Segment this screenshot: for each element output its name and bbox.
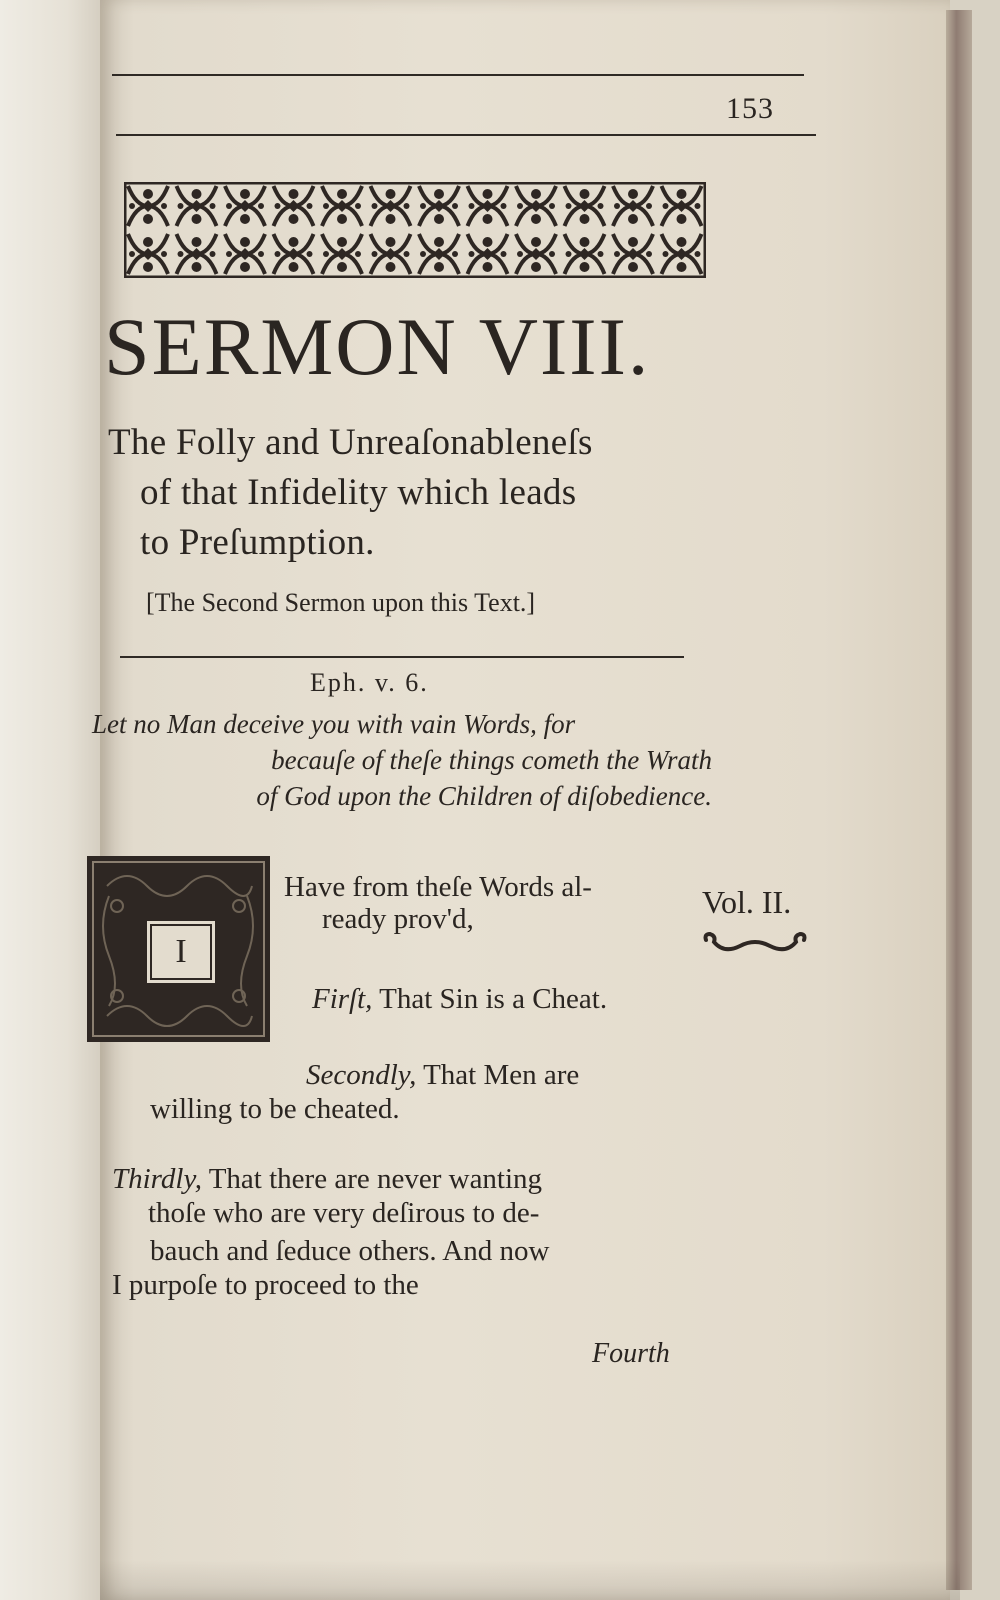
page-block-edge bbox=[946, 10, 972, 1590]
section-rule bbox=[120, 656, 684, 658]
body-line: ready prov'd, bbox=[322, 903, 474, 935]
sermon-subtitle bbox=[108, 418, 708, 568]
verse-line: of God upon the Children of diſobedience. bbox=[256, 781, 712, 811]
body-line-third bbox=[112, 1162, 542, 1196]
first-label: Firſt, bbox=[312, 983, 373, 1015]
body-line-first bbox=[312, 982, 607, 1016]
verse-line: becauſe of theſe things cometh the Wrath bbox=[271, 745, 712, 775]
subtitle-line: The Folly and Unreaſonableneſs bbox=[108, 422, 593, 463]
third-text: That there are never wanting bbox=[208, 1163, 543, 1195]
second-label: Secondly, bbox=[306, 1059, 417, 1091]
page-shadow bbox=[100, 1560, 960, 1600]
swash-flourish-icon bbox=[700, 930, 810, 958]
body-line-second bbox=[306, 1058, 579, 1092]
body-line: Have from theſe Words al- bbox=[284, 871, 592, 903]
sermon-title: SERMON VIII. bbox=[104, 301, 651, 392]
scripture-verse bbox=[92, 706, 712, 814]
sermon-note: [The Second Sermon upon this Text.] bbox=[146, 588, 536, 617]
drop-cap: I bbox=[144, 918, 218, 986]
ornamental-headpiece bbox=[124, 182, 706, 278]
signature-mark: Vol. II. bbox=[702, 884, 792, 920]
verse-line: Let no Man deceive you with vain Words, for bbox=[92, 709, 576, 739]
page-number: 153 bbox=[726, 92, 774, 125]
subtitle-line: of that Infidelity which leads bbox=[140, 472, 577, 513]
body-line: thoſe who are very deſirous to de- bbox=[148, 1197, 540, 1229]
catchword: Fourth bbox=[592, 1338, 670, 1369]
second-text: That Men are bbox=[423, 1059, 580, 1091]
header-rule-top bbox=[112, 74, 804, 76]
body-line: bauch and ſeduce others. And now bbox=[150, 1235, 550, 1267]
header-rule-bottom bbox=[116, 134, 816, 136]
body-line: willing to be cheated. bbox=[150, 1093, 400, 1125]
third-label: Thirdly, bbox=[112, 1163, 202, 1195]
body-line: I purpoſe to proceed to the bbox=[112, 1269, 419, 1301]
scripture-reference: Eph. v. 6. bbox=[310, 668, 429, 697]
subtitle-line: to Preſumption. bbox=[140, 522, 375, 563]
first-text: That Sin is a Cheat. bbox=[379, 983, 608, 1015]
